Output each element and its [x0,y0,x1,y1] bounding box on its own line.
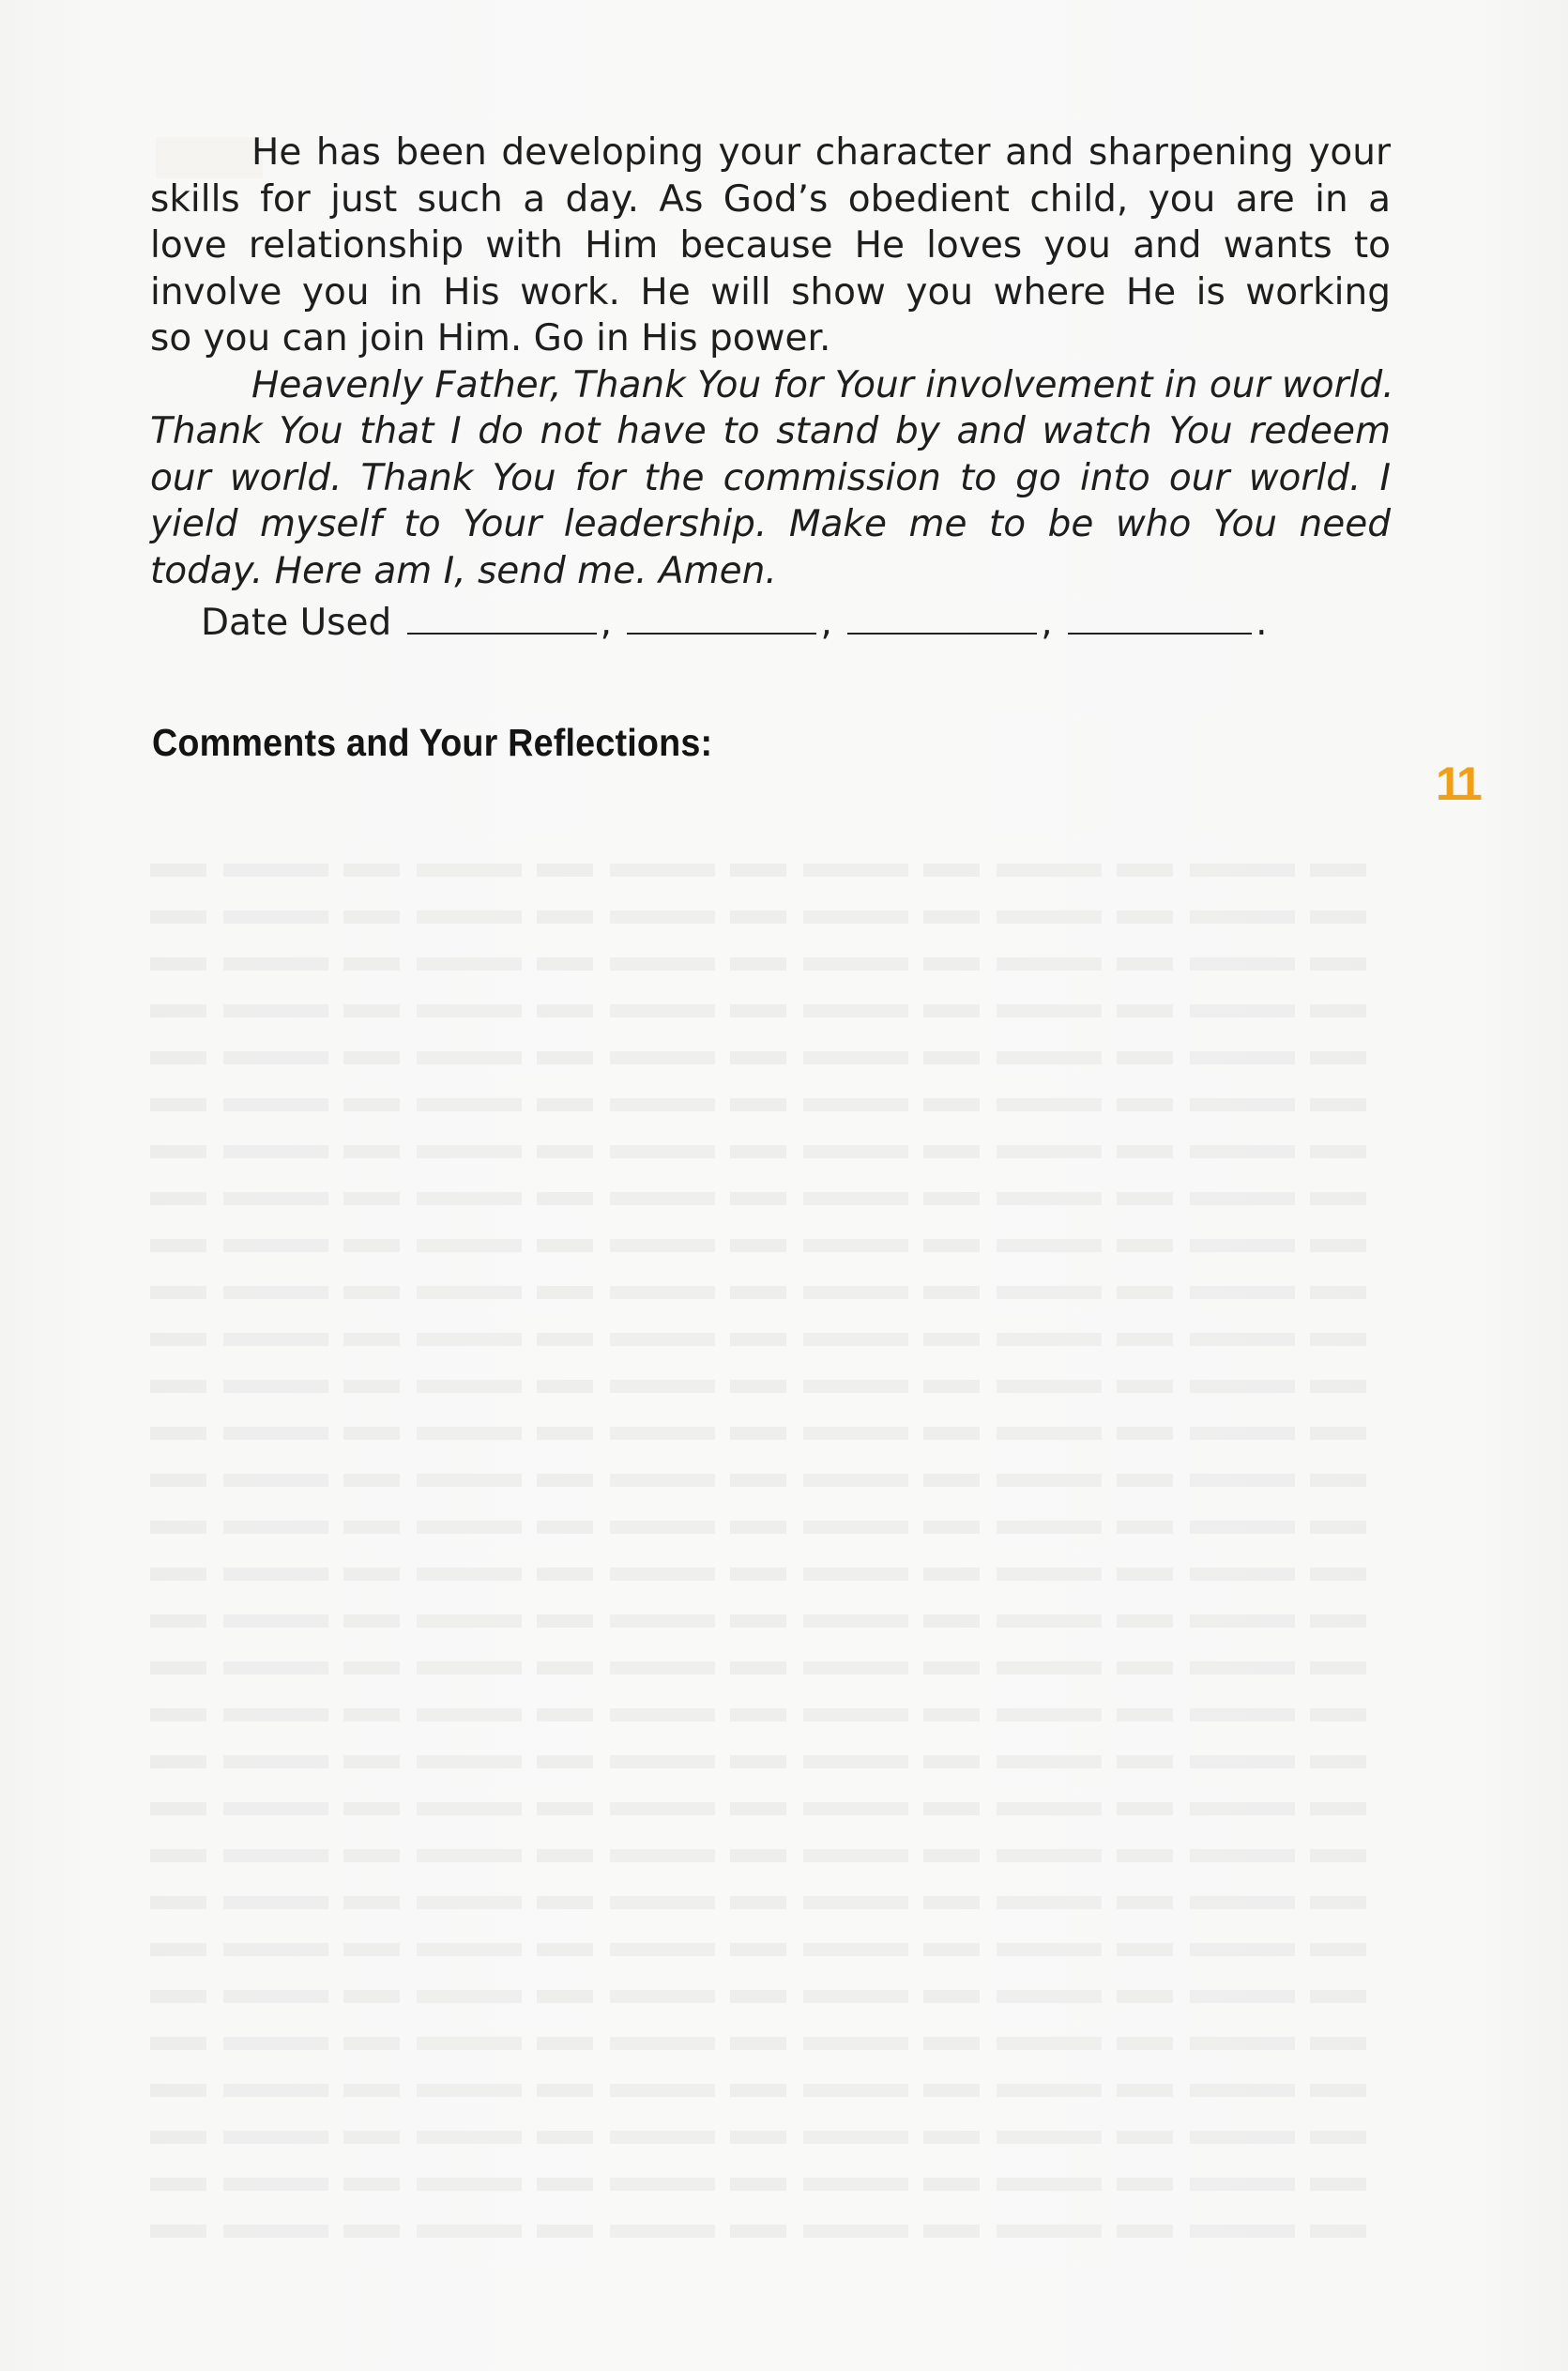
section-heading: Comments and Your Reflections: [152,721,713,764]
date-separator: , [1041,602,1053,644]
date-blank-2[interactable] [627,603,816,635]
date-separator: , [820,602,832,644]
date-blank-4[interactable] [1068,603,1252,635]
body-line: skills for just such a day. As God’s obedient child, you are in a [150,177,1391,221]
page-number: 11 [1436,757,1480,810]
date-blank-3[interactable] [847,603,1037,635]
body-paragraph [150,130,1391,362]
body-line: love relationship with Him because He loves you and wants to [150,224,1391,267]
bleed-through-texture [150,845,1370,2253]
prayer-line: today. Here am I, send me. Amen. [150,549,777,592]
date-separator: , [600,602,613,644]
body-line: involve you in His work. He will show you where He is working [150,270,1391,314]
date-end-period: . [1256,602,1268,644]
prayer-paragraph [150,362,1394,595]
date-blank-1[interactable] [407,603,597,635]
prayer-line: Thank You that I do not have to stand by and watch You redeem [150,410,1391,452]
prayer-line: Heavenly Father, Thank You for Your involvement in our world. [251,363,1394,406]
body-line: so you can join Him. Go in His power. [150,317,831,359]
prayer-line: yield myself to Your leadership. Make me to be who You need [150,503,1391,545]
body-line: He has been developing your character and sharpening your [251,131,1391,174]
main-text [150,130,1394,647]
prayer-line: our world. Thank You for the commission to go into our world. I [150,456,1391,499]
date-used-row [201,600,1391,647]
date-used-label: Date Used [201,602,392,644]
